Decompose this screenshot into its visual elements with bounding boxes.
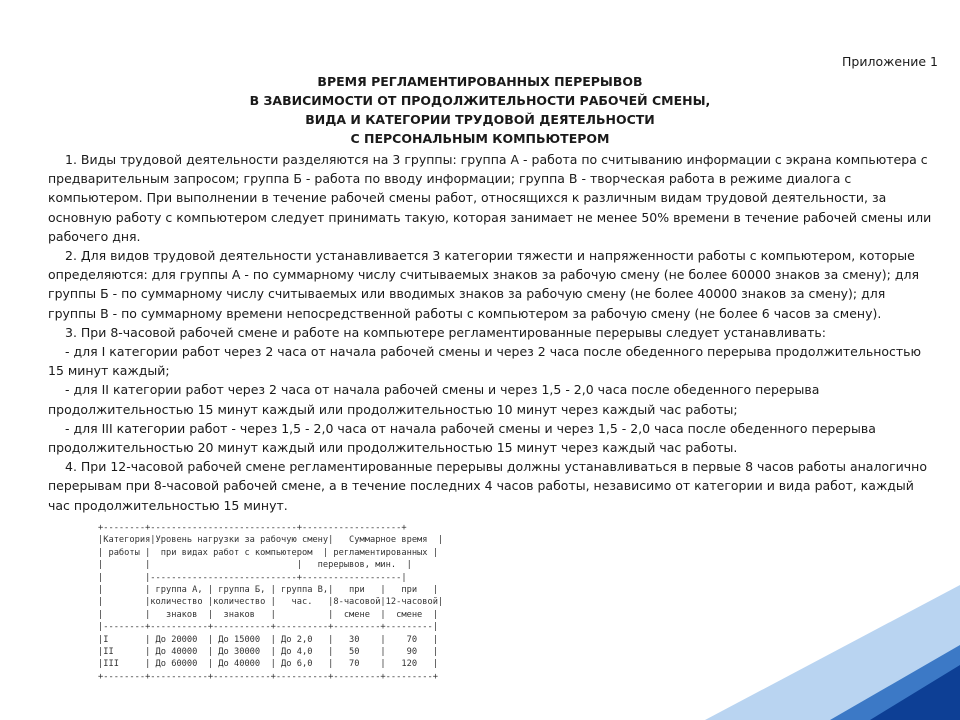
paragraph-3: 3. При 8-часовой рабочей смене и работе на компьютере регламентированные перерывы следует устанавливать: (65, 324, 826, 340)
paragraph-category-3: - для III категории работ - через 1,5 - 2,0 часа от начала рабочей смены и через 1,5 - 2,0 часа после обеденного перерыва продолжительностью 20 минут каждый или продолжительностью 15 минут через каждый час работы. (48, 420, 876, 456)
paragraph-4: 4. При 12-часовой рабочей смене регламентированные перерывы должны устанавливаться в первые 8 часов работы аналогично перерывам при 8-часовой рабочей смене, а в течение последних 4 часов работы, независимо от категории и вида работ, каждый час продолжительностью 15 минут. (48, 459, 927, 513)
table-line: | |количество |количество | час. |8-часовой|12-часовой| (98, 597, 444, 608)
table-line: |II | До 40000 | До 30000 | До 4,0 | 50 | 90 | (98, 647, 438, 658)
title-line-4: С ПЕРСОНАЛЬНЫМ КОМПЬЮТЕРОМ (350, 131, 610, 146)
title-line-2: В ЗАВИСИМОСТИ ОТ ПРОДОЛЖИТЕЛЬНОСТИ РАБОЧЕЙ СМЕНЫ, (249, 93, 711, 108)
table-line: +--------+----------------------------+-------------------+ (98, 523, 407, 533)
table-line: +--------+-----------+-----------+----------+---------+---------+ (98, 671, 438, 682)
table-line: | работы | при видах работ с компьютером | регламентированных | (98, 547, 438, 558)
document-body (48, 150, 936, 515)
title-line-1: ВРЕМЯ РЕГЛАМЕНТИРОВАННЫХ ПЕРЕРЫВОВ (317, 74, 643, 89)
decor-mid-wedge (830, 645, 960, 720)
title-line-3: ВИДА И КАТЕГОРИИ ТРУДОВОЙ ДЕЯТЕЛЬНОСТИ (305, 112, 655, 127)
paragraph-category-1: - для I категории работ через 2 часа от начала рабочей смены и через 2 часа после обеденного перерыва продолжительностью 15 минут каждый; (48, 344, 922, 379)
table-line: |--------+-----------+-----------+----------+---------+---------| (98, 622, 438, 633)
paragraph-category-2: - для II категории работ через 2 часа от начала рабочей смены и через 1,5 - 2,0 часа после обеденного перерыва продолжительностью 15 минут каждый или продолжительностью 10 минут через каждый час работы; (48, 382, 820, 417)
ascii-break-table (98, 522, 443, 683)
table-line: | | знаков | знаков | | смене | смене | (98, 609, 438, 620)
decor-light-wedge (705, 585, 960, 720)
decor-dark-wedge (870, 665, 960, 720)
table-line: | | | перерывов, мин. | (98, 560, 412, 571)
table-line: | | группа А, | группа Б, | группа В,| при | при | (98, 585, 438, 596)
document-title (20, 72, 940, 148)
appendix-label: Приложение 1 (842, 54, 938, 69)
paragraph-1: 1. Виды трудовой деятельности разделяются на 3 группы: группа А - работа по считыванию информации с экрана компьютера с предварительным запросом; группа Б - работа по вводу информации; группа В - творческая работа в режиме диалога с компьютером. При выполнении в течение рабочей смены работ, относящихся к различным видам трудовой деятельности, за основную работу с компьютером следует принимать такую, которая занимает не менее 50% времени в течение рабочей смены или рабочего дня. (48, 152, 932, 244)
table-line: | |----------------------------+-------------------| (98, 572, 407, 583)
table-line: |I | До 20000 | До 15000 | До 2,0 | 30 | 70 | (98, 634, 438, 645)
paragraph-2: 2. Для видов трудовой деятельности устанавливается 3 категории тяжести и напряженности работы с компьютером, которые определяются: для группы А - по суммарному числу считываемых знаков за рабочую смену (не более 60000 знаков за смену); для группы Б - по суммарному числу считываемых или вводимых знаков за рабочую смену (не более 40000 знаков за смену); для группы В - по суммарному времени непосредственной работы с компьютером за рабочую смену (не более 6 часов за смену). (48, 248, 919, 321)
table-line: |III | До 60000 | До 40000 | До 6,0 | 70 | 120 | (98, 659, 438, 670)
table-line: |Категория|Уровень нагрузки за рабочую смену| Суммарное время | (98, 535, 444, 546)
